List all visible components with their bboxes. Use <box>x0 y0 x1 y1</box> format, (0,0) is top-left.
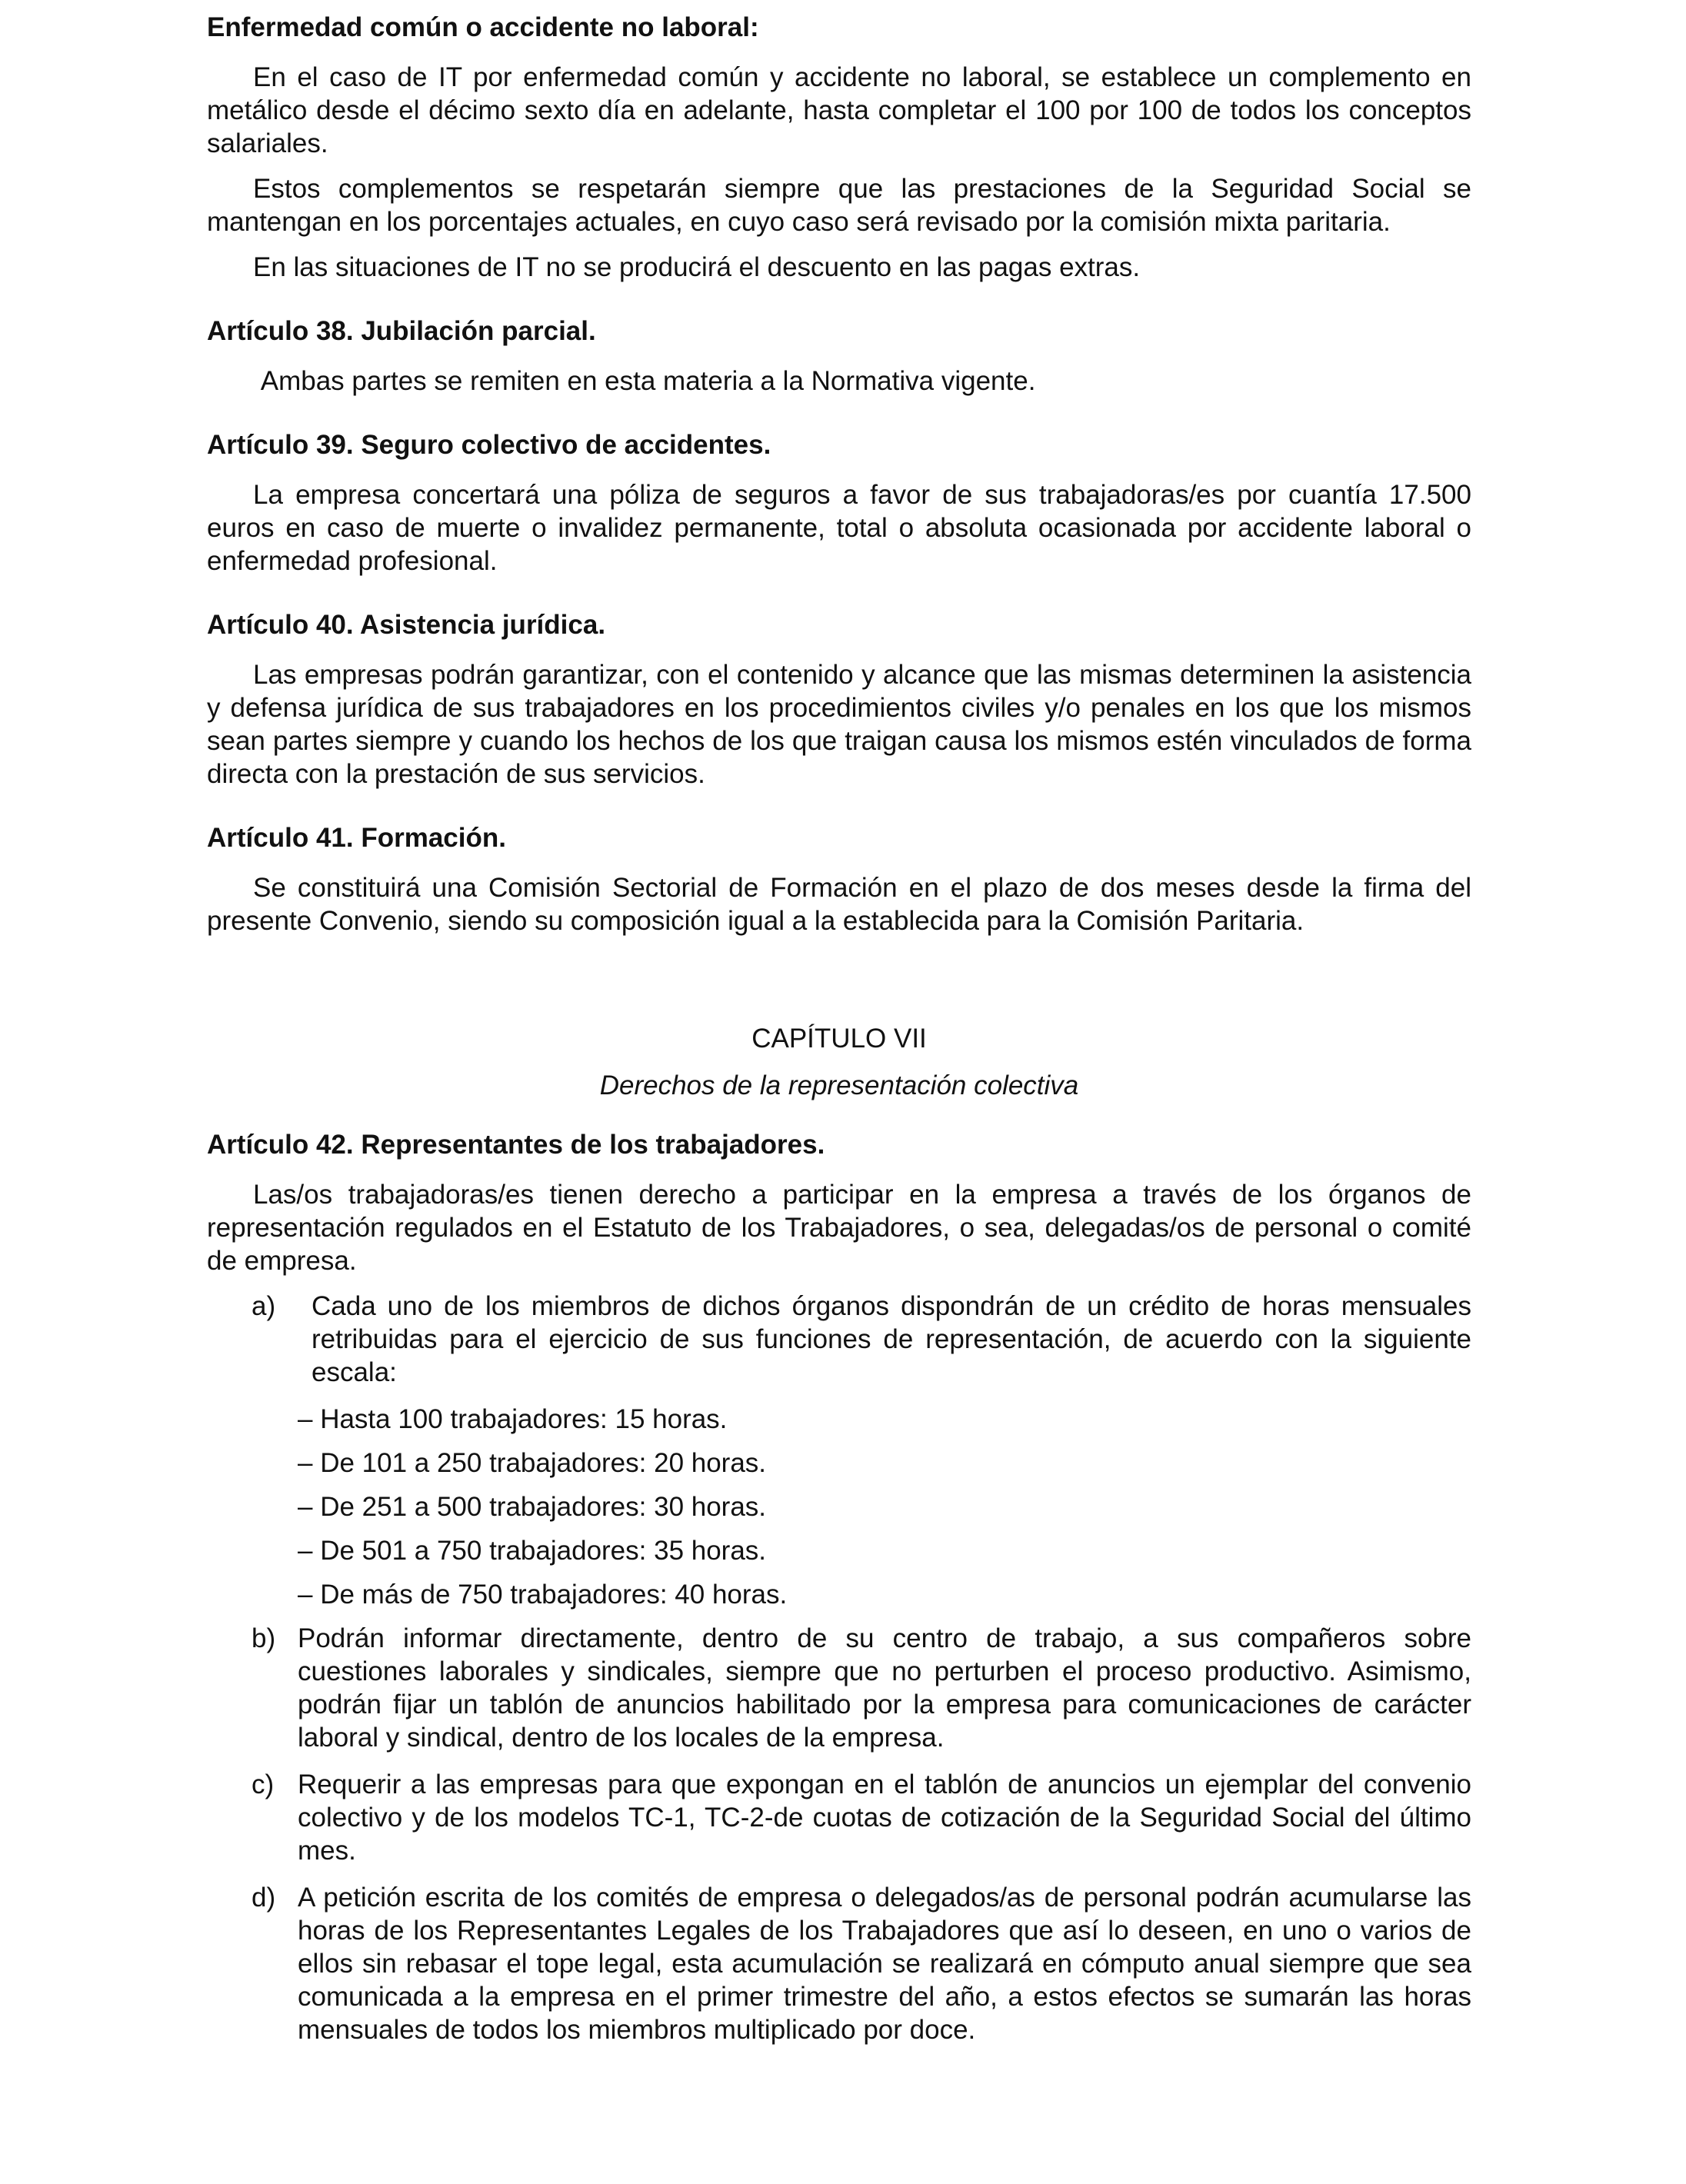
list-item-d <box>207 1881 1471 2046</box>
heading-articulo-40: Artículo 40. Asistencia jurídica. <box>207 610 606 640</box>
list-marker: b) <box>252 1623 276 1653</box>
scale-item: – De más de 750 trabajadores: 40 horas. <box>298 1580 788 1610</box>
list-marker: c) <box>252 1770 275 1799</box>
chapter-title: CAPÍTULO VII <box>751 1024 927 1054</box>
scale-item: – De 251 a 500 trabajadores: 30 horas. <box>298 1492 767 1522</box>
list-text: Podrán informar directamente, dentro de su centro de trabajo, a sus compañeros sobre cuestiones laborales y sindicales, siempre que no perturben el proceso productivo. Asimismo, podrán fijar un tablón de anuncios habilitado por la empresa para comunicaciones de carácter laboral y sindical, dentro de los locales de la empresa. <box>298 1623 1471 1753</box>
document-page <box>207 11 1471 2060</box>
paragraph: Las/os trabajadoras/es tienen derecho a participar en la empresa a través de los órganos de representación regulados en el Estatuto de los Trabajadores, o sea, delegadas/os de personal o comité de empresa. <box>207 1180 1471 1276</box>
paragraph: En el caso de IT por enfermedad común y accidente no laboral, se establece un complemento en metálico desde el décimo sexto día en adelante, hasta completar el 100 por 100 de todos los conceptos salariales. <box>207 62 1471 158</box>
heading-articulo-41: Artículo 41. Formación. <box>207 823 506 853</box>
list-marker: d) <box>252 1883 276 1913</box>
heading-articulo-38: Artículo 38. Jubilación parcial. <box>207 316 596 346</box>
chapter-subtitle: Derechos de la representación colectiva <box>599 1070 1079 1100</box>
scale-item: – De 501 a 750 trabajadores: 35 horas. <box>298 1536 767 1566</box>
scale-item: – Hasta 100 trabajadores: 15 horas. <box>298 1404 728 1434</box>
list-item-a <box>207 1290 1471 1389</box>
heading-articulo-42: Artículo 42. Representantes de los trabajadores. <box>207 1130 825 1160</box>
paragraph: Se constituirá una Comisión Sectorial de Formación en el plazo de dos meses desde la firma del presente Convenio, siendo su composición igual a la establecida para la Comisión Paritaria. <box>207 873 1471 936</box>
heading-articulo-39: Artículo 39. Seguro colectivo de accidentes. <box>207 430 771 460</box>
paragraph: En las situaciones de IT no se producirá el descuento en las pagas extras. <box>253 252 1141 282</box>
list-item-b <box>207 1622 1471 1754</box>
list-text: Requerir a las empresas para que expongan en el tablón de anuncios un ejemplar del convenio colectivo y de los modelos TC-1, TC-2-de cuotas de cotización de la Seguridad Social del último mes. <box>298 1770 1471 1866</box>
paragraph: La empresa concertará una póliza de seguros a favor de sus trabajadoras/es por cuantía 17.500 euros en caso de muerte o invalidez permanente, total o absoluta ocasionada por accidente laboral o enfermedad profesional. <box>207 480 1471 576</box>
list-item-c <box>207 1768 1471 1867</box>
paragraph: Las empresas podrán garantizar, con el contenido y alcance que las mismas determinen la asistencia y defensa jurídica de sus trabajadores en los procedimientos civiles y/o penales en los que los mismos sean partes siempre y cuando los hechos de los que traigan causa los mismos estén vinculados de forma directa con la prestación de sus servicios. <box>207 660 1471 789</box>
list-text: A petición escrita de los comités de empresa o delegados/as de personal podrán acumularse las horas de los Representantes Legales de los Trabajadores que así lo deseen, en uno o varios de ellos sin rebasar el tope legal, esta acumulación se realizará en cómputo anual siempre que sea comunicada a la empresa en el primer trimestre del año, a estos efectos se sumarán las horas mensuales de todos los miembros multiplicado por doce. <box>298 1883 1471 2045</box>
list-text: Cada uno de los miembros de dichos órganos dispondrán de un crédito de horas mensuales retribuidas para el ejercicio de sus funciones de representación, de acuerdo con la siguiente escala: <box>312 1291 1471 1387</box>
list-marker: a) <box>252 1291 276 1321</box>
heading-enfermedad: Enfermedad común o accidente no laboral: <box>207 12 759 42</box>
scale-item: – De 101 a 250 trabajadores: 20 horas. <box>298 1448 767 1478</box>
paragraph: Ambas partes se remiten en esta materia a la Normativa vigente. <box>253 366 1036 396</box>
paragraph: Estos complementos se respetarán siempre que las prestaciones de la Seguridad Social se mantengan en los porcentajes actuales, en cuyo caso será revisado por la comisión mixta paritaria. <box>207 174 1471 237</box>
